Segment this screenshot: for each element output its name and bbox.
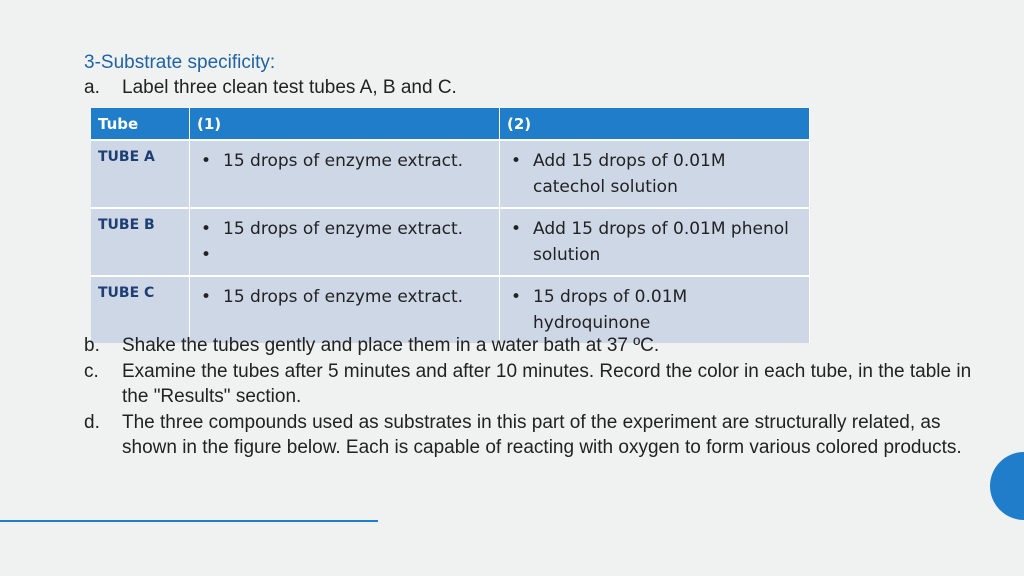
tube-b-col1-item: 15 drops of enzyme extract. (223, 219, 464, 239)
tube-a-col1: • 15 drops of enzyme extract. (190, 140, 500, 208)
decorative-circle (990, 452, 1024, 520)
step-d-text: The three compounds used as substrates in this part of the experiment are structurally related, as shown in the figure below. Each is capable of reacting with oxygen to form various colored products. (122, 411, 962, 458)
header-tube: Tube (91, 108, 190, 140)
tube-a-col2-item: Add 15 drops of 0.01M catechol solution (533, 151, 726, 197)
tube-b-col1: • 15 drops of enzyme extract. • (190, 208, 500, 276)
step-a (84, 77, 457, 99)
section-heading: 3-Substrate specificity: (84, 52, 276, 73)
steps-list (84, 333, 984, 461)
step-b-label: b. (84, 335, 100, 356)
tube-c-label: TUBE C (91, 276, 190, 343)
tubes-table (91, 108, 810, 343)
tube-b-label: TUBE B (91, 208, 190, 276)
tube-c-col1: • 15 drops of enzyme extract. (190, 276, 500, 343)
step-b-text: Shake the tubes gently and place them in a water bath at 37 ºC. (122, 335, 660, 356)
step-d (84, 410, 984, 461)
tube-b-col2-item: Add 15 drops of 0.01M phenol solution (533, 219, 789, 265)
table-row (91, 140, 810, 208)
step-c-text: Examine the tubes after 5 minutes and after 10 minutes. Record the color in each tube, in the table in the "Results" section. (122, 360, 972, 407)
tube-a-label: TUBE A (91, 140, 190, 208)
step-a-text: Label three clean test tubes A, B and C. (122, 77, 457, 98)
tube-c-col2-item: 15 drops of 0.01M hydroquinone (533, 287, 688, 333)
step-c (84, 359, 984, 410)
step-a-label: a. (84, 77, 100, 98)
step-b (84, 333, 984, 359)
table-header-row (91, 108, 810, 140)
tube-b-col2: • Add 15 drops of 0.01M phenol solution (500, 208, 810, 276)
tube-a-col1-item: 15 drops of enzyme extract. (223, 151, 464, 171)
step-d-label: d. (84, 411, 100, 433)
tube-c-col2: • 15 drops of 0.01M hydroquinone (500, 276, 810, 343)
tube-a-col2: • Add 15 drops of 0.01M catechol solution (500, 140, 810, 208)
footer-rule (0, 520, 378, 522)
table-row (91, 208, 810, 276)
tube-c-col1-item: 15 drops of enzyme extract. (223, 287, 464, 307)
step-c-label: c. (84, 360, 99, 382)
header-col1: (1) (190, 108, 500, 140)
header-col2: (2) (500, 108, 810, 140)
